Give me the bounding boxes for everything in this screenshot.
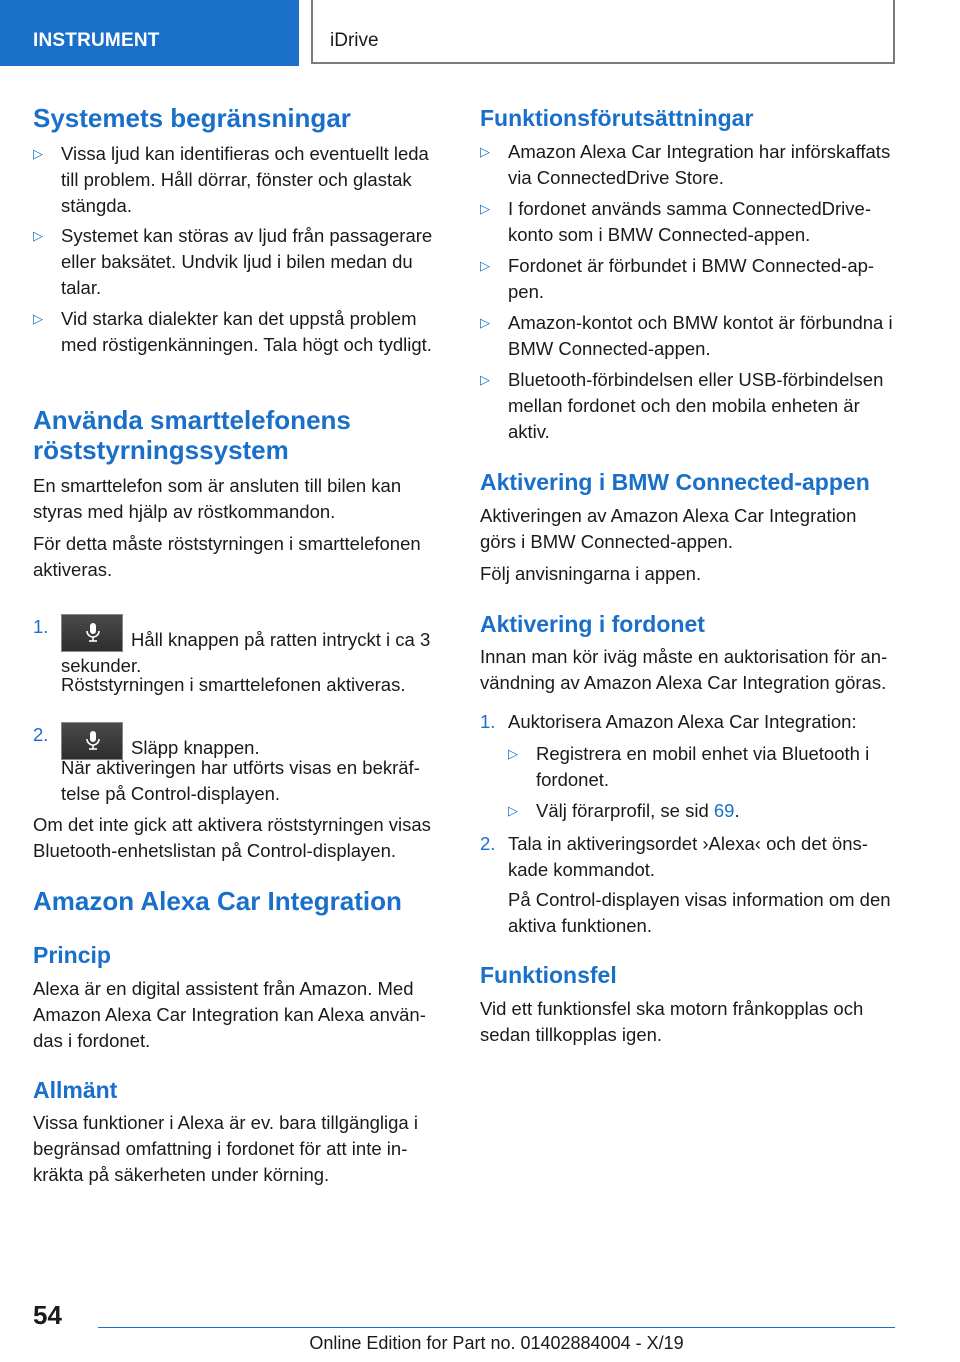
page-header	[0, 0, 960, 66]
step-result: När aktiveringen har utförts visas en bekräftelse på Control-displayen.	[61, 757, 420, 804]
paragraph: Om det inte gick att aktivera röststyrningen visas Bluetooth-enhetslistan på Control-displayen.	[33, 814, 431, 861]
triangle-bullet-icon: ▷	[480, 201, 490, 216]
heading-vehicle-activation: Aktivering i fordonet	[480, 611, 705, 637]
list-item: ▷ Amazon-kontot och BMW kontot är förbundna i BMW Connected-appen.	[480, 312, 893, 359]
step-1: 1. Auktorisera Amazon Alexa Car Integration:	[480, 709, 894, 735]
footer-divider	[98, 1327, 895, 1328]
heading-system-limits: Systemets begränsningar	[33, 103, 351, 133]
step-result: På Control-displayen visas information om den aktiva funktionen.	[508, 889, 891, 936]
list-item: ▷ Välj förarprofil, se sid 69.	[508, 798, 894, 824]
step-1: 1. Håll knappen på ratten intryckt i ca 3 sekunder.	[33, 616, 431, 676]
triangle-bullet-icon: ▷	[480, 372, 490, 387]
triangle-bullet-icon: ▷	[480, 315, 490, 330]
triangle-bullet-icon: ▷	[480, 258, 490, 273]
paragraph: Alexa är en digital assistent från Amazon. Med Amazon Alexa Car Integration kan Alexa användas i fordonet.	[33, 978, 426, 1051]
list-item: ▷ Amazon Alexa Car Integration har införskaffats via ConnectedDrive Store.	[480, 141, 891, 188]
step-number: 2.	[480, 833, 496, 854]
footer-edition: Online Edition for Part no. 01402884004 - X/19	[309, 1333, 684, 1353]
paragraph: Följ anvisningarna i appen.	[480, 563, 702, 584]
list-item: ▷ Fordonet är förbundet i BMW Connected-appen.	[480, 255, 875, 302]
list-item: ▷ Bluetooth-förbindelsen eller USB-förbindelsen mellan fordonet och den mobila enheten är aktiv.	[480, 369, 884, 442]
list-item: ▷ Registrera en mobil enhet via Bluetooth i fordonet.	[508, 743, 870, 790]
step-number: 1.	[33, 616, 49, 637]
step-number: 2.	[33, 724, 49, 745]
list-item: ▷ Vissa ljud kan identifieras och eventuellt leda till problem. Håll dörrar, fönster och glastak stängda.	[33, 143, 429, 216]
triangle-bullet-icon: ▷	[508, 746, 518, 761]
step-number: 1.	[480, 711, 496, 732]
heading-requirements: Funktionsförutsättningar	[480, 105, 754, 131]
paragraph: Innan man kör iväg måste en auktorisation för användning av Amazon Alexa Car Integration göras.	[480, 646, 888, 693]
paragraph: Vid ett funktionsfel ska motorn frånkopplas och sedan tillkopplas igen.	[480, 998, 864, 1045]
step-2: 2. Tala in aktiveringsordet ›Alexa‹ och det önskade kommandot.	[480, 833, 868, 880]
heading-allmant: Allmänt	[33, 1077, 118, 1103]
list-item: ▷ Systemet kan störas av ljud från passagerare eller baksätet. Undvik ljud i bilen medan du talar.	[33, 225, 433, 298]
step-result: Röststyrningen i smarttelefonen aktiveras.	[61, 674, 406, 695]
paragraph: Aktiveringen av Amazon Alexa Car Integration görs i BMW Connected-appen.	[480, 505, 857, 552]
heading-alexa: Amazon Alexa Car Integration	[33, 886, 402, 916]
triangle-bullet-icon: ▷	[508, 803, 518, 818]
heading-fault: Funktionsfel	[480, 962, 617, 988]
page-link[interactable]: 69	[713, 800, 735, 821]
list-item: ▷ Vid starka dialekter kan det uppstå problem med röstigenkänningen. Tala högt och tydligt.	[33, 308, 432, 355]
heading-phone-voice-line1: Använda smarttelefonens	[33, 405, 351, 435]
triangle-bullet-icon: ▷	[33, 146, 43, 161]
triangle-bullet-icon: ▷	[33, 311, 43, 326]
paragraph: Vissa funktioner i Alexa är ev. bara tillgängliga i begränsad omfattning i fordonet för att inte inkräkta på säkerheten under körning.	[33, 1112, 418, 1185]
triangle-bullet-icon: ▷	[480, 144, 490, 159]
heading-phone-voice-line2: röststyrningssystem	[33, 435, 289, 465]
microphone-button-icon	[61, 614, 123, 652]
heading-app-activation: Aktivering i BMW Connected-appen	[480, 469, 870, 495]
paragraph: För detta måste röststyrningen i smarttelefonen aktiveras.	[33, 533, 421, 580]
paragraph: En smarttelefon som är ansluten till bilen kan styras med hjälp av röstkommandon.	[33, 475, 402, 522]
list-item: ▷ I fordonet används samma ConnectedDrive-konto som i BMW Connected-appen.	[480, 198, 871, 245]
heading-princip: Princip	[33, 942, 111, 968]
section-tab[interactable]: INSTRUMENT	[0, 0, 299, 66]
step-2: 2. Släpp knappen.	[33, 724, 260, 758]
triangle-bullet-icon: ▷	[33, 228, 43, 243]
page-number: 54	[33, 1300, 62, 1330]
chapter-tab[interactable]: iDrive	[311, 0, 895, 64]
